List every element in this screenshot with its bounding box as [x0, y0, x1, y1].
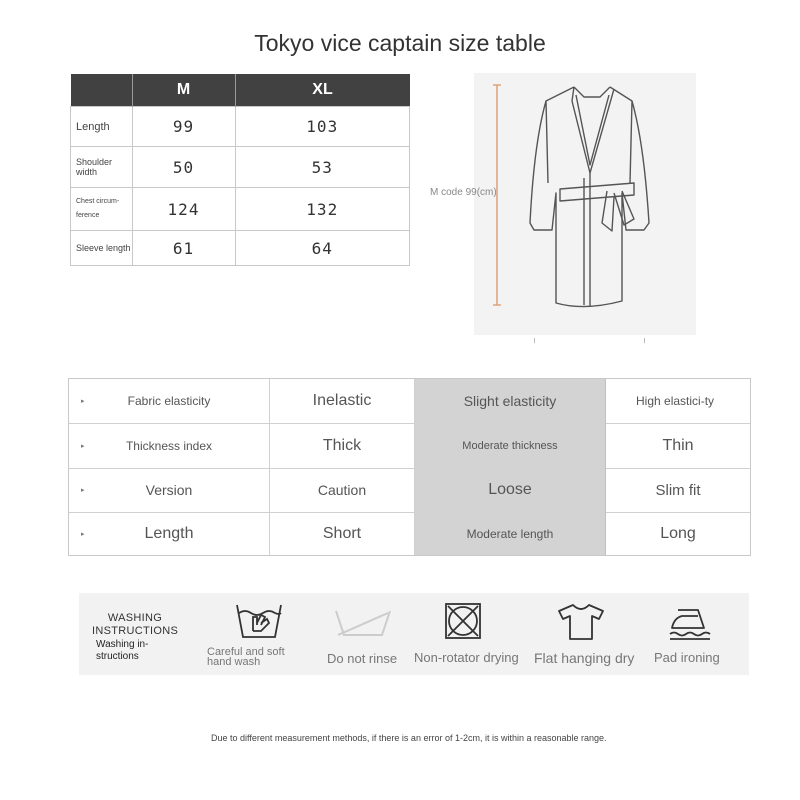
property-label: Fabric elasticity: [127, 394, 211, 408]
table-row: [71, 107, 410, 147]
washing-title: WASHING INSTRUCTIONS: [92, 612, 179, 637]
property-row: [69, 512, 750, 555]
no-tumble-dry-icon: [444, 602, 482, 640]
bullet-icon: ▸: [81, 530, 85, 538]
table-row: [71, 231, 410, 266]
option-cell: Inelastic: [270, 379, 415, 423]
size-table-header: [71, 74, 410, 107]
table-row: [71, 147, 410, 188]
disclaimer-text: Due to different measurement methods, if there is an error of 1-2cm, it is within a reasonable range.: [211, 733, 607, 743]
tick-mark: [644, 338, 645, 343]
wash-label: Do not rinse: [327, 651, 398, 666]
property-row: [69, 379, 750, 424]
tick-mark: [534, 338, 535, 343]
value-m: 61: [132, 231, 235, 266]
option-cell-selected: Loose: [415, 468, 606, 512]
value-m: 50: [132, 147, 235, 188]
option-cell: High elastici-ty: [636, 393, 715, 408]
bullet-icon: ▸: [81, 487, 85, 494]
flat-hang-dry-icon: [557, 603, 605, 641]
property-label: Thickness index: [125, 438, 213, 453]
col-header-xl: XL: [235, 74, 410, 107]
wash-label: Flat hanging dry: [534, 650, 635, 666]
option-cell: Short: [270, 512, 415, 555]
value-xl: 64: [235, 231, 410, 266]
option-cell-selected: Moderate thickness: [415, 423, 606, 468]
property-name: [69, 468, 270, 512]
property-name: [69, 512, 270, 555]
property-row: [69, 423, 750, 469]
size-table: [70, 74, 410, 266]
do-not-rinse-icon: [330, 605, 396, 641]
property-row: [69, 468, 750, 513]
value-m: 99: [132, 107, 235, 147]
row-label-length: Length: [71, 107, 133, 147]
bullet-icon: ▸: [81, 398, 85, 405]
bullet-icon: ▸: [81, 442, 85, 450]
row-label-sleeve: Sleeve length: [71, 231, 133, 266]
wash-label: Pad ironing: [654, 650, 720, 665]
value-xl: 103: [235, 107, 410, 147]
washing-subtitle: Washing in-structions: [96, 639, 149, 662]
value-m: 124: [132, 188, 235, 231]
option-cell: Thin: [662, 436, 694, 454]
option-cell-selected: Slight elasticity: [415, 379, 606, 423]
iron-icon: [668, 606, 712, 642]
measurement-label: M code 99(cm): [430, 187, 497, 198]
option-cell: Slim fit: [655, 481, 701, 499]
option-cell: Long: [660, 524, 696, 542]
property-label: Version: [145, 482, 193, 498]
wash-label: Careful and soft hand wash: [207, 646, 285, 668]
value-xl: 53: [235, 147, 410, 188]
row-label-shoulder: Shoulder width: [71, 147, 133, 188]
robe-icon: [474, 73, 696, 335]
table-row: [71, 188, 410, 231]
robe-illustration: [474, 73, 696, 335]
property-name: [69, 379, 270, 423]
hand-wash-icon: [235, 601, 283, 641]
wash-label: Non-rotator drying: [414, 650, 519, 665]
option-cell: Thick: [270, 423, 415, 468]
option-cell-selected: Moderate length: [415, 512, 606, 555]
property-label: Length: [144, 524, 194, 542]
value-xl: 132: [235, 188, 410, 231]
option-cell: Caution: [270, 468, 415, 512]
page-title: Tokyo vice captain size table: [254, 30, 546, 56]
corner-cell: [71, 74, 133, 107]
row-label-chest: Chest circum-ference: [71, 188, 133, 231]
col-header-m: M: [132, 74, 235, 107]
property-grid: [68, 378, 751, 556]
property-name: [69, 423, 270, 468]
